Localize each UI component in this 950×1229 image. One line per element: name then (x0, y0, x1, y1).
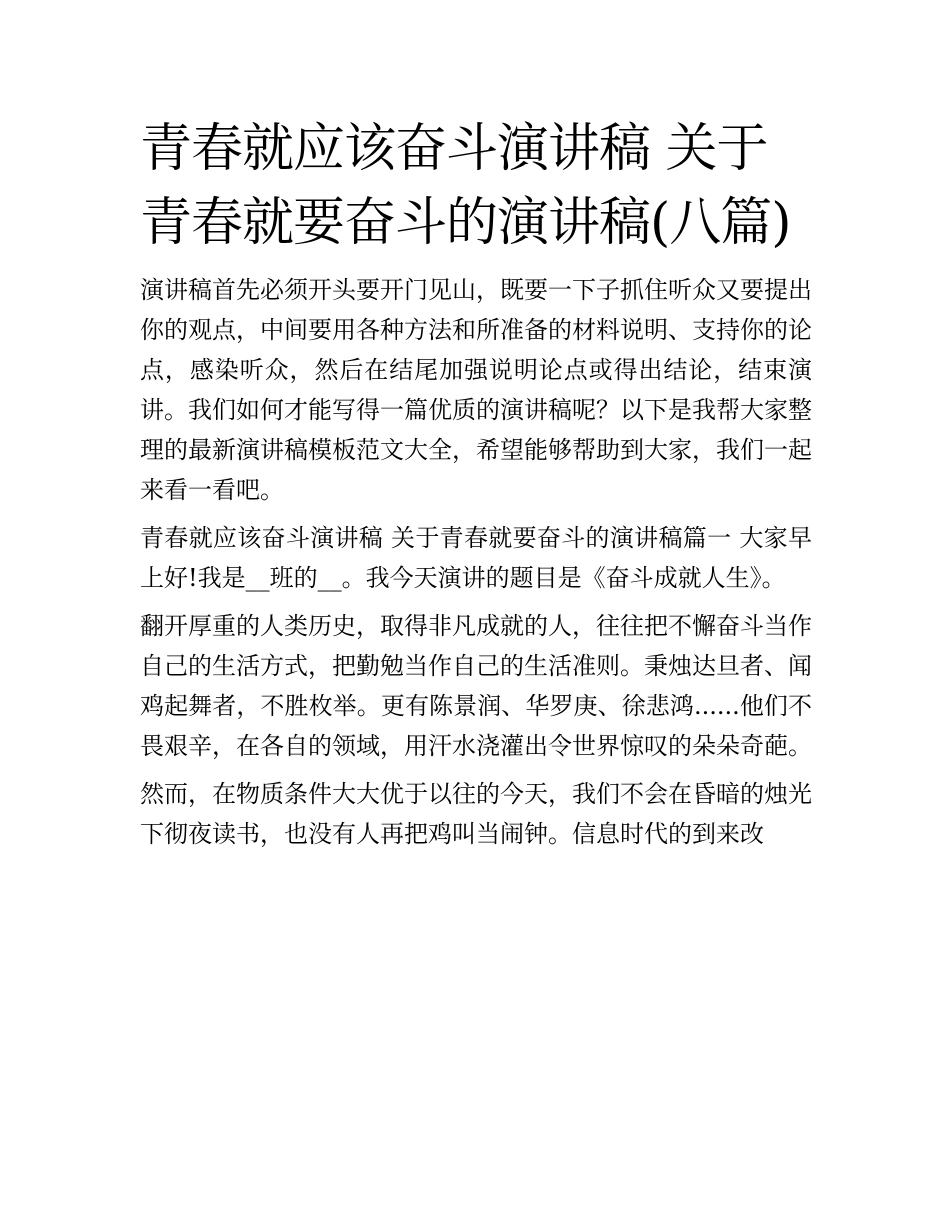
modern-era-paragraph: 然而，在物质条件大大优于以往的今天，我们不会在昏暗的烛光下彻夜读书，也没有人再把鸡叫当闹钟。信息时代的到来改 (140, 780, 812, 848)
intro-paragraph: 演讲稿首先必须开头要开门见山，既要一下子抓住听众又要提出你的观点，中间要用各种方法和所准备的材料说明、支持你的论点，感染听众，然后在结尾加强说明论点或得出结论，结束演讲。我们如何才能写得一篇优质的演讲稿呢？以下是我帮大家整理的最新演讲稿模板范文大全，希望能够帮助到大家，我们一起来看一看吧。 (140, 276, 812, 504)
history-paragraph: 翻开厚重的人类历史，取得非凡成就的人，往往把不懈奋斗当作自己的生活方式，把勤勉当作自己的生活准则。秉烛达旦者、闻鸡起舞者，不胜枚举。更有陈景润、华罗庚、徐悲鸿......他们不畏艰辛，在各自的领域，用汗水浇灌出令世界惊叹的朵朵奇葩。 (140, 612, 812, 760)
speech-opening-paragraph: 青春就应该奋斗演讲稿 关于青春就要奋斗的演讲稿篇一 大家早上好!我是__班的__。我今天演讲的题目是《奋斗成就人生》。 (140, 524, 812, 592)
document-body (140, 112, 812, 854)
document-title: 青春就应该奋斗演讲稿 关于青春就要奋斗的演讲稿(八篇) (140, 119, 791, 253)
